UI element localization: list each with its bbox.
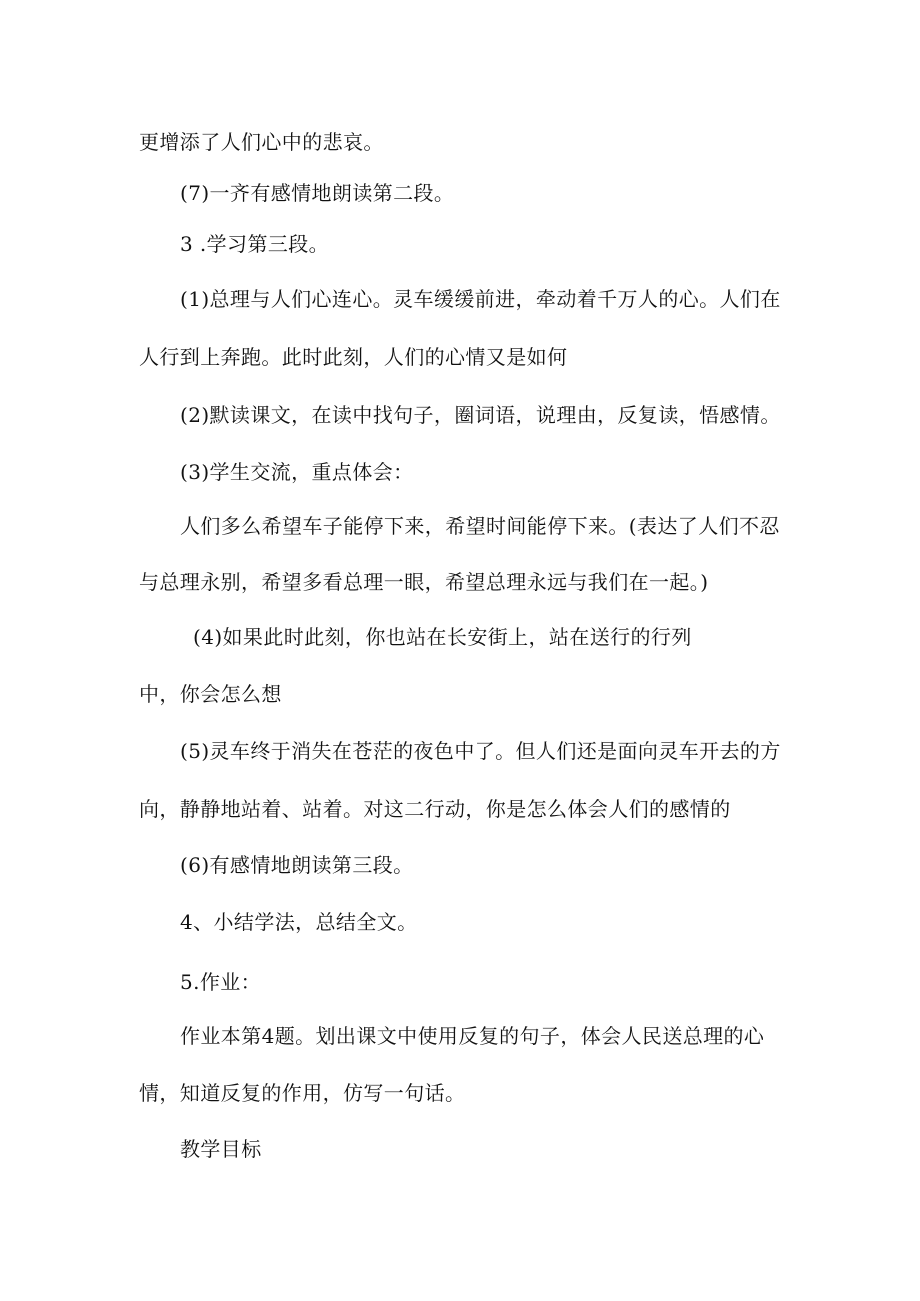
text-line: 人们多么希望车子能停下来，希望时间能停下来。(表达了人们不忍	[180, 514, 780, 538]
section-heading: 4、小结学法，总结全文。	[180, 910, 418, 934]
text-line: 人行到上奔跑。此时此刻，人们的心情又是如何	[139, 345, 568, 369]
text-line: (6)有感情地朗读第三段。	[180, 853, 414, 877]
text-line: (5)灵车终于消失在苍茫的夜色中了。但人们还是面向灵车开去的方	[180, 739, 781, 763]
text-line: (4)如果此时此刻，你也站在长安街上，站在送行的行列	[193, 625, 692, 649]
text-line: (3)学生交流，重点体会：	[180, 460, 414, 484]
section-heading: 教学目标	[180, 1137, 262, 1161]
text-line: (1)总理与人们心连心。灵车缓缓前进，牵动着千万人的心。人们在	[180, 287, 781, 311]
text-line: 中，你会怎么想	[139, 682, 282, 706]
text-line: 作业本第4题。划出课文中使用反复的句子，体会人民送总理的心	[180, 1024, 765, 1048]
text-line: 更增添了人们心中的悲哀。	[139, 130, 384, 154]
text-line: 与总理永别，希望多看总理一眼，希望总理永远与我们在一起。)	[139, 570, 709, 594]
section-heading: 5.作业：	[180, 970, 262, 994]
section-heading: 3 .学习第三段。	[180, 232, 330, 256]
text-line: 向，静静地站着、站着。对这二行动，你是怎么体会人们的感情的	[139, 797, 731, 821]
text-line: 情，知道反复的作用，仿写一句话。	[139, 1081, 466, 1105]
text-line: (2)默读课文，在读中找句子，圈词语，说理由，反复读，悟感情。	[180, 403, 781, 427]
text-line: (7)一齐有感情地朗读第二段。	[180, 181, 455, 205]
